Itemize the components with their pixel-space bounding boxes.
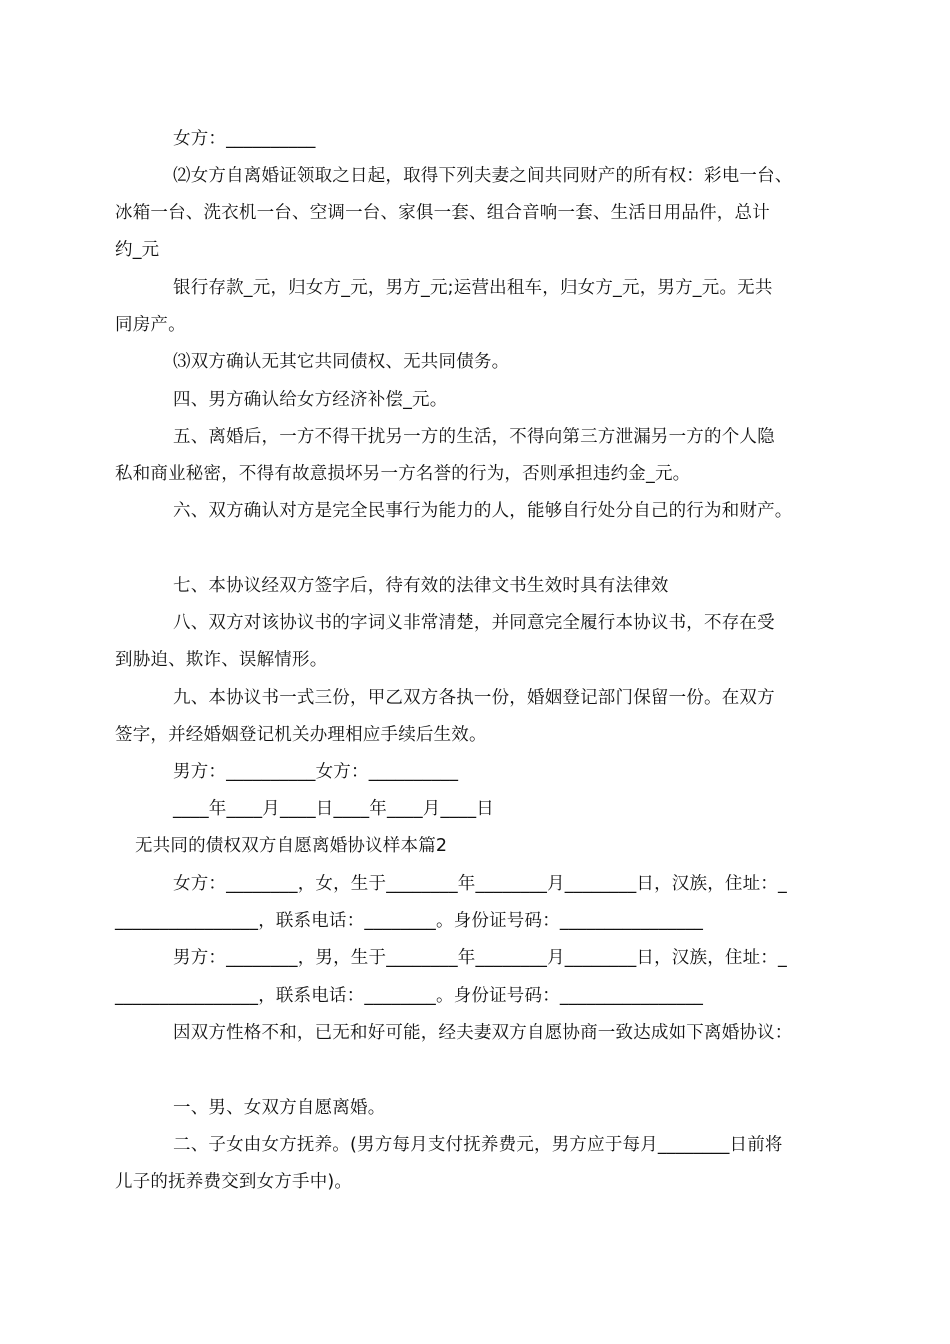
paragraph-line: 四、男方确认给女方经济补偿_元。 (173, 390, 448, 410)
paragraph-line: 七、本协议经双方签字后，待有效的法律文书生效时具有法律效 (173, 576, 669, 596)
paragraph-line: 一、男、女双方自愿离婚。 (173, 1098, 386, 1118)
paragraph-line: 约_元 (115, 240, 160, 260)
section-heading: 无共同的债权双方自愿离婚协议样本篇2 (135, 836, 448, 856)
paragraph-line: ________________，联系电话：________。身份证号码：________________ (115, 911, 704, 931)
paragraph-line: 同房产。 (115, 315, 186, 335)
date-line: ____年____月____日____年____月____日 (173, 799, 494, 819)
signature-line-female: 女方：__________ (173, 129, 316, 149)
paragraph-line: 冰箱一台、洗衣机一台、空调一台、家俱一套、组合音响一套、生活日用品件，总计 (115, 203, 770, 223)
paragraph-line: 九、本协议书一式三份，甲乙双方各执一份，婚姻登记部门保留一份。在双方 (173, 688, 775, 708)
paragraph-line: 儿子的抚养费交到女方手中)。 (115, 1172, 353, 1192)
paragraph-line: 私和商业秘密，不得有故意损坏另一方名誉的行为，否则承担违约金_元。 (115, 464, 691, 484)
paragraph-line: ________________，联系电话：________。身份证号码：________________ (115, 986, 704, 1006)
paragraph-line: 签字，并经婚姻登记机关办理相应手续后生效。 (115, 725, 487, 745)
signature-line: 男方：__________女方：__________ (173, 762, 459, 782)
paragraph-line: 六、双方确认对方是完全民事行为能力的人，能够自行处分自己的行为和财产。 (173, 501, 793, 521)
paragraph-line: 银行存款_元，归女方_元，男方_元;运营出租车，归女方_元，男方_元。无共 (173, 278, 773, 298)
paragraph-line: 女方：________，女，生于________年________月________日，汉族，住址：_ (173, 874, 787, 894)
paragraph-line: 二、子女由女方抚养。(男方每月支付抚养费元，男方应于每月________日前将 (173, 1135, 783, 1155)
paragraph-line: 到胁迫、欺诈、误解情形。 (115, 650, 328, 670)
paragraph-line: 五、离婚后，一方不得干扰另一方的生活，不得向第三方泄漏另一方的个人隐 (173, 427, 775, 447)
paragraph-line: ⑶双方确认无其它共同债权、无共同债务。 (173, 352, 510, 372)
paragraph-line: ⑵女方自离婚证领取之日起，取得下列夫妻之间共同财产的所有权：彩电一台、 (173, 166, 793, 186)
paragraph-line: 男方：________，男，生于________年________月________日，汉族，住址：_ (173, 948, 787, 968)
paragraph-line: 八、双方对该协议书的字词义非常清楚，并同意完全履行本协议书，不存在受 (173, 613, 775, 633)
paragraph-line: 因双方性格不和，已无和好可能，经夫妻双方自愿协商一致达成如下离婚协议： (173, 1023, 793, 1043)
